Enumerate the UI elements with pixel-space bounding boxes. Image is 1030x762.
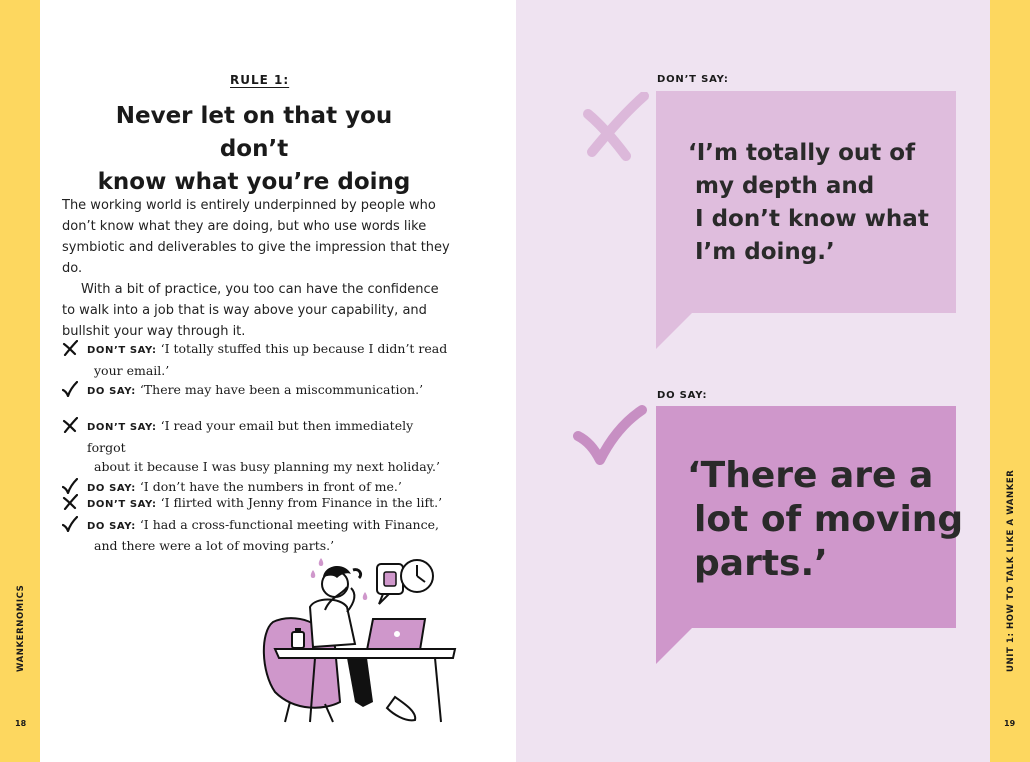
do-say-continuation: and there were a lot of moving parts.’ bbox=[94, 538, 335, 553]
do-say-label: DO SAY: bbox=[87, 520, 136, 532]
example-group bbox=[62, 339, 452, 402]
do-say-text: ‘There may have been a miscommunication.’ bbox=[139, 382, 424, 397]
dont-say-label: DON’T SAY: bbox=[87, 499, 157, 510]
check-icon bbox=[572, 404, 648, 468]
cross-icon bbox=[62, 417, 78, 433]
dont-say-text: ‘I flirted with Jenny from Finance in the lift.’ bbox=[160, 495, 443, 510]
dont-say-label: DON’T SAY: bbox=[87, 345, 157, 356]
example-group bbox=[62, 493, 452, 556]
dont-say-continuation: about it because I was busy planning my next holiday.’ bbox=[94, 459, 440, 474]
cross-icon bbox=[580, 92, 650, 162]
dont-say-line bbox=[62, 416, 452, 457]
coffee-cup-icon bbox=[292, 632, 304, 648]
check-icon bbox=[62, 516, 78, 532]
do-say-line bbox=[62, 515, 452, 537]
check-icon bbox=[62, 381, 78, 397]
rule-heading bbox=[80, 100, 428, 199]
heading-line: Never let on that you don’t bbox=[115, 103, 393, 162]
unit-title-running-head: UNIT 1: HOW TO TALK LIKE A WANKER bbox=[1006, 469, 1016, 672]
rule-label: RULE 1: bbox=[230, 73, 290, 87]
do-say-label: DO SAY: bbox=[87, 386, 136, 397]
quote-line: I’m doing.’ bbox=[695, 239, 835, 265]
stressed-worker-illustration bbox=[255, 552, 465, 727]
example-group bbox=[62, 416, 452, 498]
dont-say-text: ‘I totally stuffed this up because I didn’t read bbox=[160, 341, 448, 356]
dont-say-continuation: your email.’ bbox=[94, 362, 170, 378]
dont-say-heading: DON’T SAY: bbox=[657, 74, 729, 85]
do-say-text: ‘I had a cross-functional meeting with Finance, bbox=[139, 516, 439, 532]
body-paragraph: With a bit of practice, you too can have the confidence to walk into a job that is way above your capability, and bullshit your way through it. bbox=[62, 282, 439, 339]
dont-say-line bbox=[62, 493, 452, 515]
page-number-right: 19 bbox=[1004, 719, 1016, 728]
quote-line: ‘I’m totally out of bbox=[688, 140, 916, 166]
do-say-heading: DO SAY: bbox=[657, 390, 708, 401]
quote-line: I don’t know what bbox=[695, 206, 929, 232]
dont-say-label: DON’T SAY: bbox=[87, 422, 157, 433]
page-number-left: 18 bbox=[15, 719, 27, 728]
quote-line: ‘There are a bbox=[687, 455, 934, 496]
do-say-quote bbox=[687, 454, 963, 586]
quote-line: my depth and bbox=[695, 173, 875, 199]
body-text bbox=[62, 195, 452, 342]
dont-say-quote bbox=[688, 137, 929, 269]
book-title-running-head: WANKERNOMICS bbox=[16, 584, 26, 672]
dont-say-text: ‘I read your email but then immediately forgot bbox=[87, 418, 414, 455]
do-say-text: ‘I don’t have the numbers in front of me.’ bbox=[139, 478, 402, 494]
cross-icon bbox=[62, 340, 78, 356]
do-say-label: DO SAY: bbox=[87, 482, 136, 494]
quote-line: parts.’ bbox=[694, 543, 828, 584]
dont-say-line bbox=[62, 339, 452, 361]
heading-line: know what you’re doing bbox=[97, 169, 411, 195]
check-icon bbox=[62, 478, 78, 494]
body-paragraph: The working world is entirely underpinned by people who don’t know what they are doing, but who use words like symbiotic and deliverables to give the impression that they do. bbox=[62, 198, 450, 276]
do-say-line bbox=[62, 380, 452, 402]
cross-icon bbox=[62, 494, 78, 510]
quote-line: lot of moving bbox=[694, 499, 964, 540]
